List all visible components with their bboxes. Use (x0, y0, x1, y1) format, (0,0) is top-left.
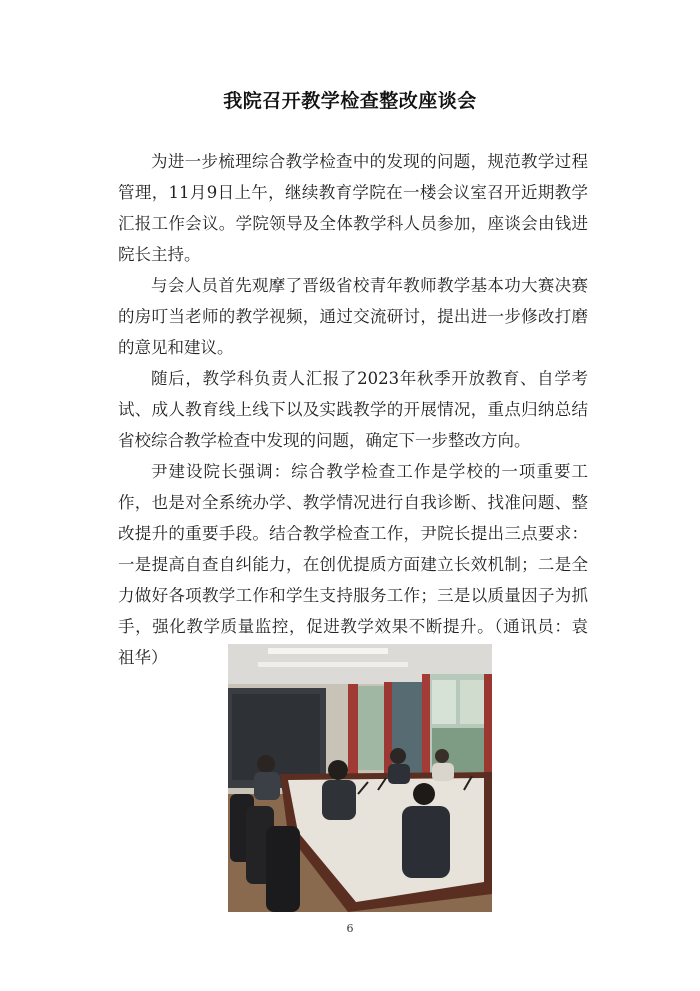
paragraph-1: 为进一步梳理综合教学检查中的发现的问题，规范教学过程管理，11月9日上午，继续教育学院在一楼会议室召开近期教学汇报工作会议。学院领导及全体教学科人员参加，座谈会由钱进院长主持。 (118, 152, 588, 264)
paragraph-4: 尹建设院长强调：综合教学检查工作是学校的一项重要工作，也是对全系统办学、教学情况进行自我诊断、找准问题、整改提升的重要手段。结合教学检查工作，尹院长提出三点要求：一是提高自查自纠能力，在创优提质方面建立长效机制；二是全力做好各项教学工作和学生支持服务工作；三是以质量因子为抓手，强化教学质量监控，促进教学效果不断提升。（通讯员：袁祖华） (118, 462, 588, 667)
article-body (118, 146, 588, 673)
paragraph-2: 与会人员首先观摩了晋级省校青年教师教学基本功大赛决赛的房叮当老师的教学视频，通过交流研讨，提出进一步修改打磨的意见和建议。 (118, 276, 588, 357)
meeting-photo (228, 644, 492, 912)
paragraph-3: 随后，教学科负责人汇报了2023年秋季开放教育、自学考试、成人教育线上线下以及实践教学的开展情况，重点归纳总结省校综合教学检查中发现的问题，确定下一步整改方向。 (118, 369, 588, 450)
page-number: 6 (346, 922, 354, 935)
article-title: 我院召开教学检查整改座谈会 (223, 90, 477, 112)
